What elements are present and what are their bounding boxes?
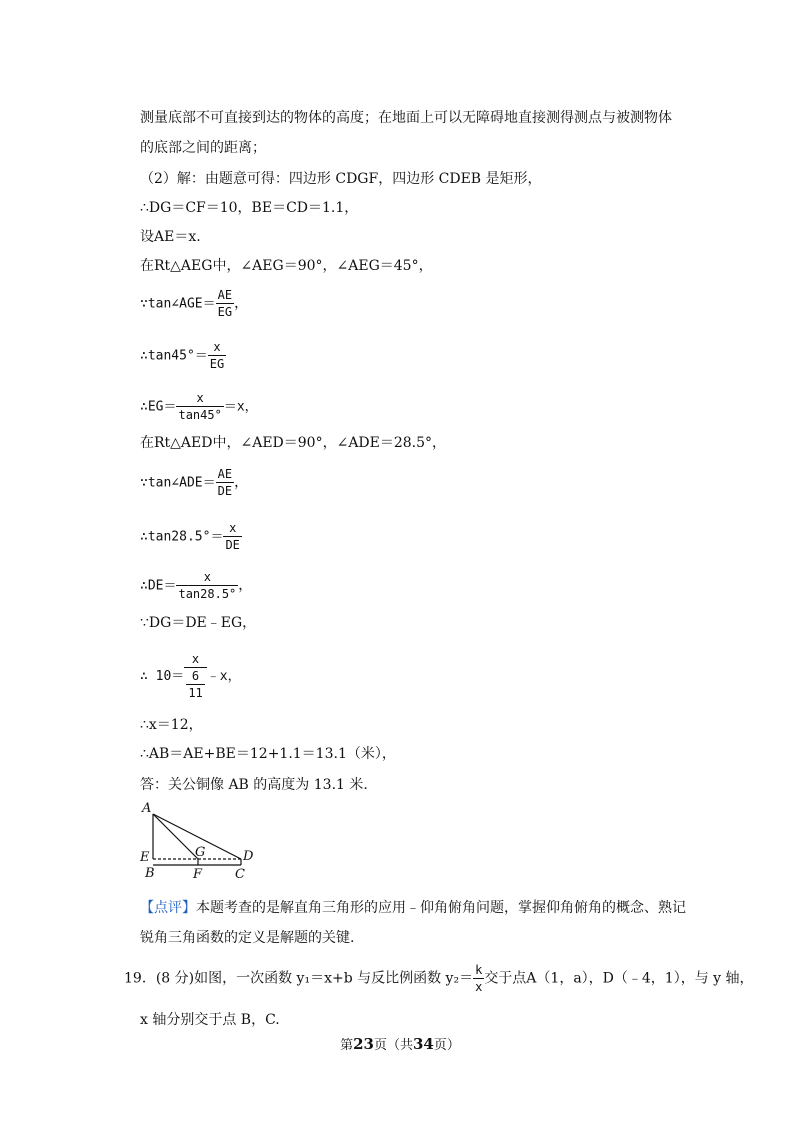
comment-tag: 【点评】 (140, 900, 196, 916)
comment-text: 本题考查的是解直角三角形的应用﹣仰角俯角问题，掌握仰角俯角的概念、熟记 (196, 900, 686, 916)
footer-text: 页） (433, 1038, 460, 1053)
formula-prefix: ∴DE＝ (140, 578, 177, 594)
formula-suffix: ＝x， (223, 399, 258, 415)
fraction-denominator: DE (217, 484, 233, 498)
fraction-denominator: 11 (188, 686, 203, 700)
text-line: ∴AB＝AE+BE＝12+1.1＝13.1（米）， (140, 746, 396, 762)
fraction-denominator: DE (225, 538, 240, 552)
fraction-denominator (184, 667, 206, 700)
comment-line (140, 899, 686, 917)
fraction-denominator: EG (209, 357, 225, 371)
fraction-numerator: x (191, 652, 200, 666)
text-line: ∴DG＝CF＝10，BE＝CD＝1.1， (140, 200, 359, 216)
formula-line (140, 570, 252, 601)
label-B: B (145, 866, 155, 880)
comment-line: 锐角三角函数的定义是解题的关键. (140, 930, 355, 946)
text-line: ∵DG＝DE﹣EG， (140, 615, 257, 631)
fraction-denominator: x (475, 980, 483, 994)
geometry-figure (135, 798, 265, 880)
text-line: 在Rt△AEG中，∠AEG＝90°，∠AEG＝45°， (140, 258, 433, 274)
formula-line (140, 521, 242, 552)
label-F: F (193, 867, 203, 880)
fraction (184, 652, 206, 700)
fraction-numerator: 6 (191, 669, 200, 683)
formula-prefix: ∴ 10＝ (140, 669, 185, 684)
formula-suffix: ， (234, 474, 249, 491)
segment-AG (153, 814, 198, 859)
fraction-denominator: EG (217, 305, 233, 319)
label-A: A (142, 801, 152, 816)
formula-prefix: ∵tan∠ADE＝ (140, 475, 216, 491)
formula-line (140, 340, 226, 371)
fraction (176, 391, 223, 422)
label-C: C (235, 867, 245, 880)
formula-prefix: ∵tan∠AGE＝ (140, 296, 216, 312)
text-line: 的底部之间的距离； (140, 140, 266, 156)
label-E: E (140, 850, 150, 865)
label-D: D (243, 849, 254, 864)
formula-line (140, 467, 248, 498)
text-line: （2）解：由题意可得：四边形 CDGF，四边形 CDEB 是矩形， (140, 171, 542, 187)
text-line: 测量底部不可直接到达的物体的高度；在地面上可以无障碍地直接测得测点与被测物体 (140, 110, 672, 126)
formula-suffix: ﹣x， (206, 669, 241, 684)
formula-suffix: ， (238, 577, 253, 594)
formula-line (140, 288, 248, 319)
formula-prefix: ∴tan45°＝ (140, 348, 208, 364)
formula-prefix: ∴EG＝ (140, 399, 177, 415)
fraction (473, 963, 484, 994)
fraction-denominator: tan45° (178, 408, 222, 422)
fraction (216, 288, 234, 319)
fraction-numerator: x (196, 391, 204, 405)
question-text: 交于点A（1，a），D（﹣4，1），与 y 轴， (484, 970, 754, 987)
text-line: ∴x＝12， (140, 717, 203, 733)
text-line: 设AE＝x. (140, 229, 201, 245)
formula-prefix: ∴tan28.5°＝ (140, 529, 224, 545)
formula-suffix: ， (234, 295, 249, 312)
fraction (216, 467, 234, 498)
page-footer (0, 1034, 800, 1053)
fraction (176, 570, 238, 601)
text-line: 答：关公铜像 AB 的高度为 13.1 米. (140, 777, 368, 793)
question-19 (124, 963, 754, 994)
fraction-numerator: x (229, 521, 237, 535)
page-total: 34 (413, 1035, 434, 1053)
fraction-numerator: AE (217, 467, 233, 481)
fraction-numerator: x (213, 340, 221, 354)
fraction (208, 340, 226, 371)
footer-text: 第 (340, 1038, 354, 1053)
footer-text: 页（共 (373, 1038, 413, 1053)
nested-fraction (186, 669, 204, 700)
label-G: G (195, 845, 206, 860)
question-text: x 轴分别交于点 B，C. (140, 1012, 280, 1028)
fraction-numerator: x (203, 570, 211, 584)
fraction (223, 521, 241, 552)
formula-line (140, 652, 241, 700)
text-line: 在Rt△AED中，∠AED＝90°，∠ADE＝28.5°， (140, 435, 447, 451)
formula-line (140, 391, 258, 422)
question-text: 19．(8 分)如图，一次函数 y₁＝x+b 与反比例函数 y₂＝ (124, 970, 474, 987)
page-number: 23 (353, 1035, 374, 1053)
fraction-denominator: tan28.5° (178, 587, 237, 601)
fraction-numerator: AE (217, 288, 233, 302)
fraction-numerator: k (475, 963, 483, 977)
